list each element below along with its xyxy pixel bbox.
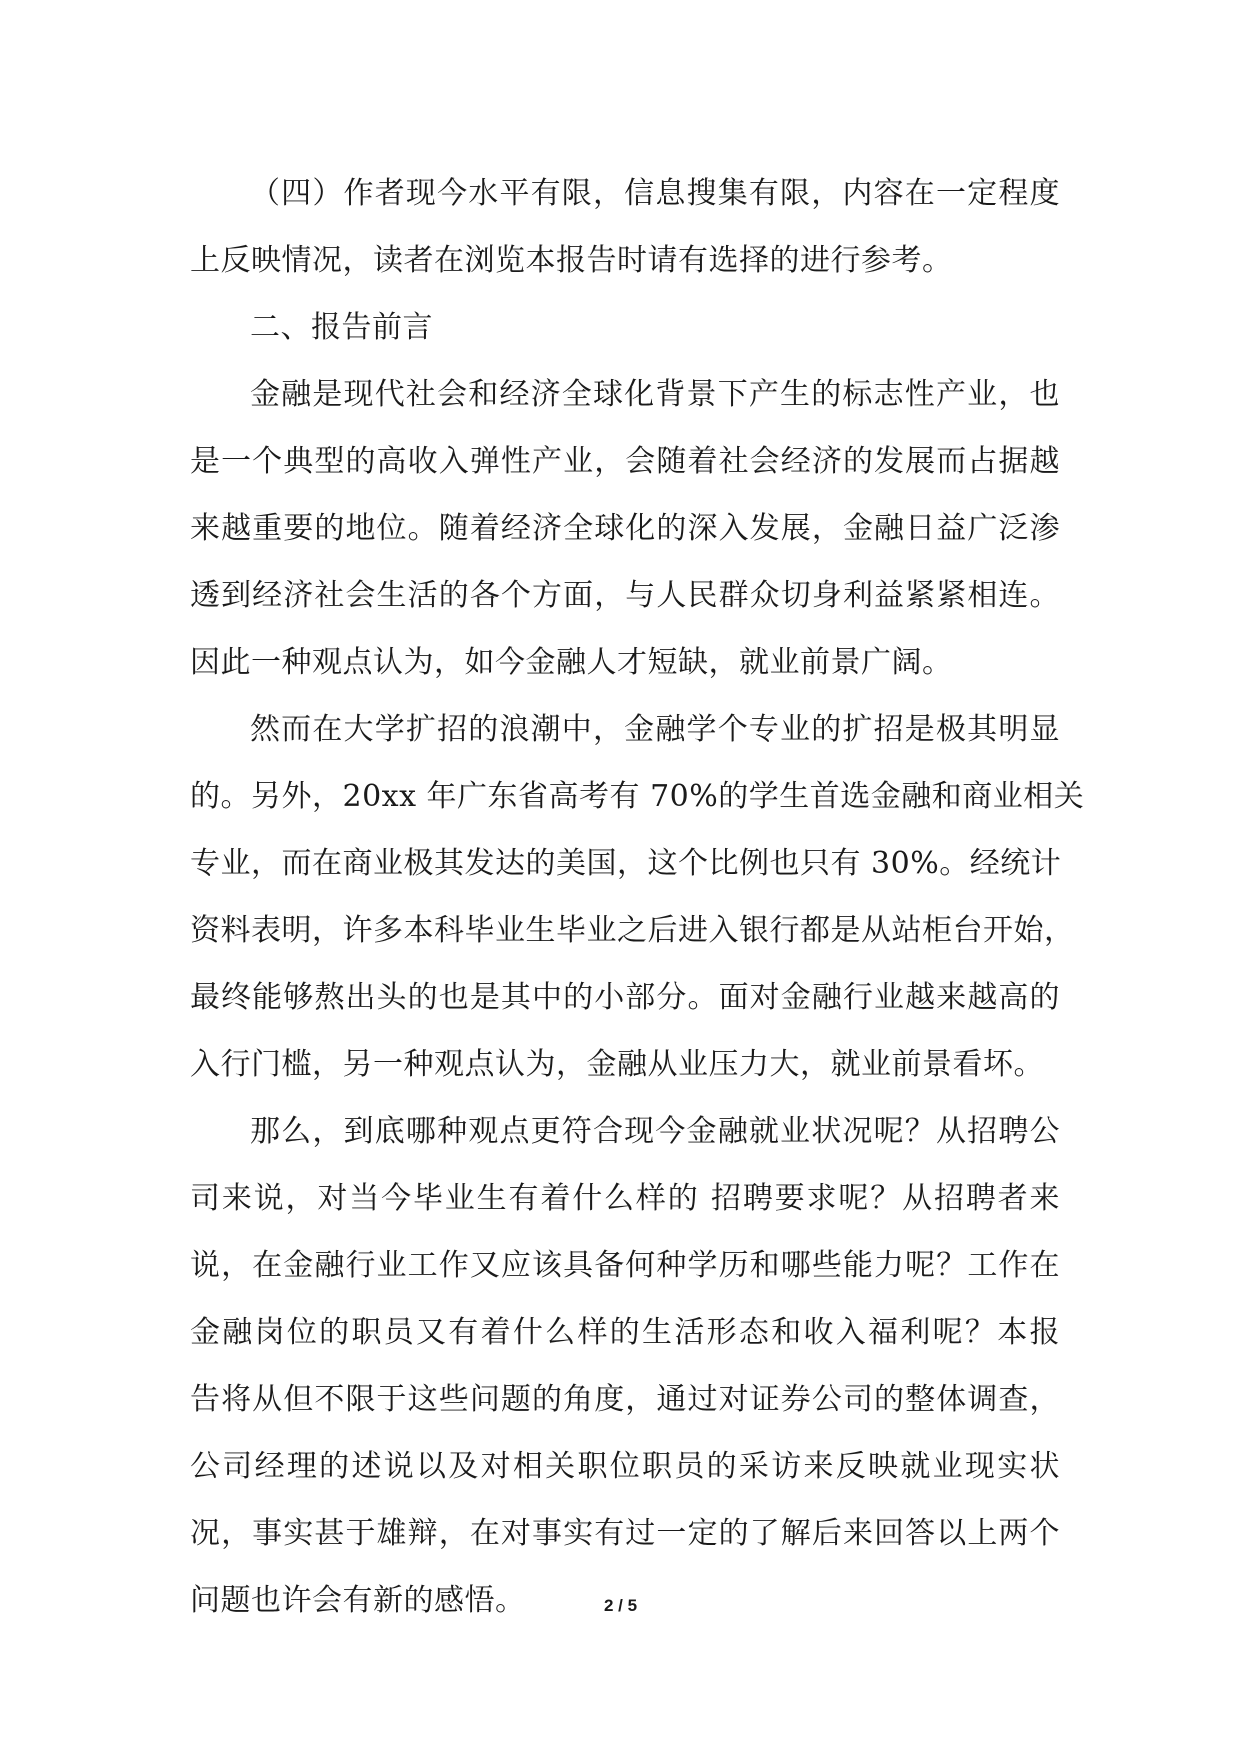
text-line: 入行门槛，另一种观点认为，金融从业压力大，就业前景看坏。 <box>190 1047 1044 1082</box>
text-line: （四）作者现今水平有限，信息搜集有限，内容在一定程度 <box>250 176 1060 211</box>
paragraph-intro <box>190 361 1060 696</box>
paragraph-note-4 <box>190 160 1060 294</box>
text-line: 专业，而在商业极其发达的美国，这个比例也只有 30%。经统计 <box>190 846 1062 881</box>
text-line: 最终能够熬出头的也是其中的小部分。面对金融行业越来越高的 <box>190 980 1060 1015</box>
page-number: 2 / 5 <box>603 1596 638 1615</box>
text-line: 司来说，对当今毕业生有着什么样的 招聘要求呢？从招聘者来 <box>190 1181 1060 1216</box>
section-heading <box>190 294 1060 361</box>
text-line: 问题也许会有新的感悟。 <box>190 1583 526 1618</box>
text-line: 上反映情况，读者在浏览本报告时请有选择的进行参考。 <box>190 243 953 278</box>
text-line: 是一个典型的高收入弹性产业，会随着社会经济的发展而占据越 <box>190 444 1060 479</box>
text-line: 告将从但不限于这些问题的角度，通过对证券公司的整体调查， <box>190 1382 1060 1417</box>
text-line: 然而在大学扩招的浪潮中，金融学个专业的扩招是极其明显 <box>250 712 1060 747</box>
text-line: 说，在金融行业工作又应该具备何种学历和哪些能力呢？工作在 <box>190 1248 1060 1283</box>
text-line: 透到经济社会生活的各个方面，与人民群众切身利益紧紧相连。 <box>190 578 1060 613</box>
text-line: 金融岗位的职员又有着什么样的生活形态和收入福利呢？本报 <box>190 1315 1060 1350</box>
text-line: 金融是现代社会和经济全球化背景下产生的标志性产业，也 <box>250 377 1060 412</box>
text-line: 那么，到底哪种观点更符合现今金融就业状况呢？从招聘公 <box>250 1114 1060 1149</box>
document-body <box>190 160 1085 1634</box>
text-line: 资料表明，许多本科毕业生毕业之后进入银行都是从站柜台开始， <box>190 913 1075 948</box>
text-line: 公司经理的述说以及对相关职位职员的采访来反映就业现实状 <box>190 1449 1060 1484</box>
text-line: 况，事实甚于雄辩，在对事实有过一定的了解后来回答以上两个 <box>190 1516 1060 1551</box>
text-line: 来越重要的地位。随着经济全球化的深入发展，金融日益广泛渗 <box>190 511 1060 546</box>
paragraph-enrollment <box>190 696 1085 1098</box>
paragraph-questions <box>190 1098 1060 1634</box>
heading-text: 二、报告前言 <box>250 310 433 345</box>
text-line: 因此一种观点认为，如今金融人才短缺，就业前景广阔。 <box>190 645 953 680</box>
text-line: 的。另外，20xx 年广东省高考有 70%的学生首选金融和商业相关 <box>190 779 1085 814</box>
